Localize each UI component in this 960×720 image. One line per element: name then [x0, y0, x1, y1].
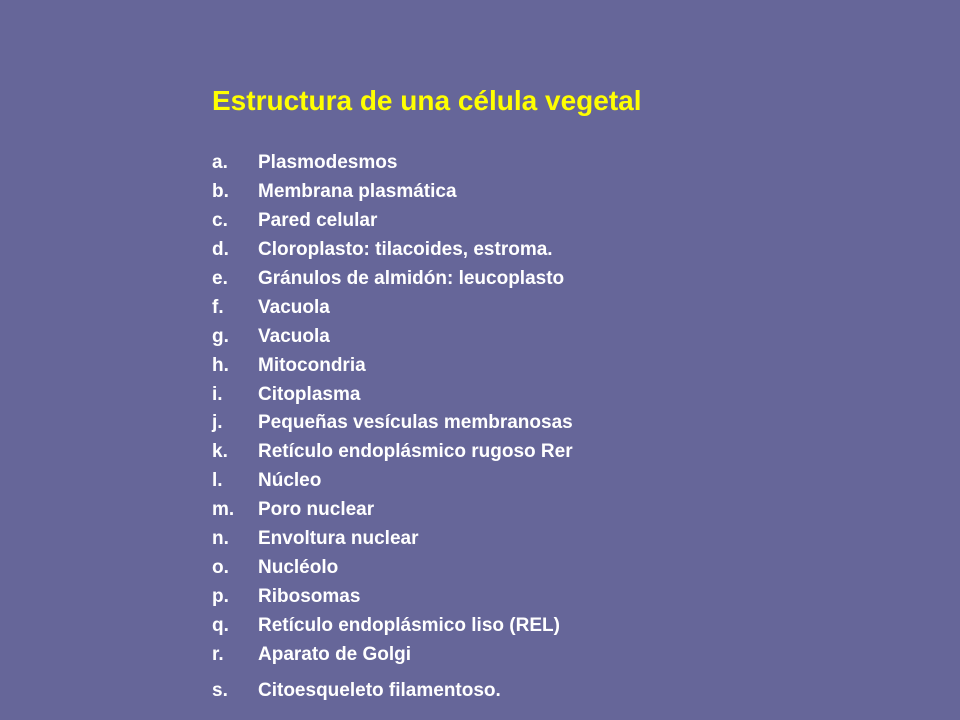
- list-item: [212, 380, 573, 409]
- list-item: [212, 438, 573, 467]
- list-item: [212, 149, 573, 178]
- list-item-text: Núcleo: [258, 470, 322, 492]
- list-item: [212, 677, 573, 706]
- list-marker: h.: [212, 354, 229, 376]
- list-marker: j.: [212, 412, 223, 434]
- list-item: [212, 207, 573, 236]
- slide-title: Estructura de una célula vegetal: [212, 85, 642, 116]
- structure-list: [212, 149, 573, 706]
- list-item-text: Gránulos de almidón: leucoplasto: [258, 268, 565, 289]
- list-item: [212, 525, 573, 554]
- list-marker: b.: [212, 181, 229, 203]
- list-item: [212, 467, 573, 496]
- list-marker: f.: [212, 296, 224, 318]
- list-item: [212, 640, 573, 669]
- list-marker: s.: [212, 680, 228, 702]
- list-item: [212, 409, 573, 438]
- list-item: [212, 322, 573, 351]
- list-marker: e.: [212, 268, 228, 289]
- list-item-text: Aparato de Golgi: [258, 643, 412, 665]
- list-item: [212, 178, 573, 207]
- list-item: [212, 611, 573, 640]
- list-marker: r.: [212, 643, 224, 665]
- list-item: [212, 293, 573, 322]
- list-item-text: Nucléolo: [258, 556, 339, 578]
- list-item-text: Plasmodesmos: [258, 152, 398, 174]
- list-marker: q.: [212, 614, 229, 636]
- list-marker: m.: [212, 499, 235, 521]
- list-item-text: Envoltura nuclear: [258, 528, 419, 550]
- list-item-text: Mitocondria: [258, 354, 366, 376]
- list-marker: g.: [212, 325, 229, 347]
- list-marker: l.: [212, 470, 223, 492]
- list-item-text: Vacuola: [258, 296, 330, 318]
- list-item: [212, 496, 573, 525]
- list-item-text: Vacuola: [258, 325, 330, 347]
- list-marker: o.: [212, 556, 229, 578]
- list-marker: p.: [212, 585, 229, 607]
- list-item-text: Retículo endoplásmico rugoso Rer: [258, 441, 573, 463]
- list-item-text: Pared celular: [258, 210, 378, 232]
- list-item: [212, 553, 573, 582]
- list-item-text: Poro nuclear: [258, 499, 375, 521]
- list-marker: i.: [212, 383, 223, 405]
- list-marker: n.: [212, 528, 229, 550]
- list-item-text: Citoesqueleto filamentoso.: [258, 680, 501, 702]
- list-item: [212, 582, 573, 611]
- list-item-text: Retículo endoplásmico liso (REL): [258, 614, 560, 636]
- list-item-text: Citoplasma: [258, 383, 361, 405]
- list-item: [212, 265, 573, 294]
- list-item-text: Cloroplasto: tilacoides, estroma.: [258, 239, 553, 261]
- list-marker: k.: [212, 441, 228, 463]
- list-item: [212, 351, 573, 380]
- list-marker: c.: [212, 210, 228, 232]
- list-item-text: Ribosomas: [258, 585, 361, 607]
- list-marker: a.: [212, 152, 228, 174]
- list-item-text: Pequeñas vesículas membranosas: [258, 412, 573, 434]
- list-marker: d.: [212, 239, 229, 261]
- list-item-text: Membrana plasmática: [258, 181, 457, 203]
- list-item: [212, 236, 573, 265]
